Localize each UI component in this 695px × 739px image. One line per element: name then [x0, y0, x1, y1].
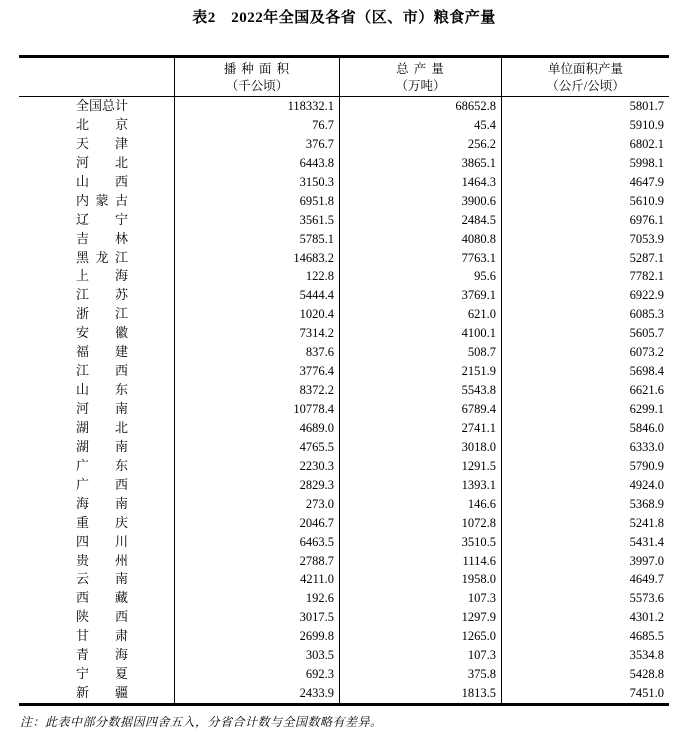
total-output-value: 107.3	[340, 646, 502, 665]
table-row	[19, 154, 669, 173]
unit-yield-value: 5605.7	[629, 326, 664, 341]
table-body	[19, 97, 669, 703]
region-name-cell	[19, 343, 175, 362]
table-row	[19, 646, 669, 665]
region-name-cell	[19, 589, 175, 608]
sown-area-value: 2230.3	[175, 457, 340, 476]
region-name-cell	[19, 627, 175, 646]
table-row	[19, 173, 669, 192]
unit-yield-value: 6976.1	[629, 212, 664, 227]
header-unit-yield-label: 单位面积产量	[547, 62, 623, 76]
header-sown-area-label: 播 种 面 积	[223, 62, 291, 76]
table-row	[19, 608, 669, 627]
unit-yield-value: 6922.9	[629, 288, 664, 303]
unit-yield-value: 5431.4	[629, 534, 664, 549]
unit-yield-value: 7451.0	[629, 686, 664, 701]
header-sown-area	[175, 58, 340, 96]
region-name: 浙江	[76, 306, 128, 322]
unit-yield-value: 7782.1	[629, 269, 664, 284]
sown-area-value: 2788.7	[175, 552, 340, 571]
table-row	[19, 230, 669, 249]
region-name-cell	[19, 154, 175, 173]
region-name-cell	[19, 552, 175, 571]
total-output-value: 3865.1	[340, 154, 502, 173]
table-row	[19, 286, 669, 305]
grain-production-table	[19, 55, 669, 706]
table-row	[19, 400, 669, 419]
total-output-value: 7763.1	[340, 249, 502, 268]
page-title: 表2 2022年全国及各省（区、市）粮食产量	[192, 10, 496, 26]
sown-area-value: 2433.9	[175, 684, 340, 703]
unit-yield-value: 7053.9	[629, 231, 664, 246]
region-name: 陕西	[76, 609, 128, 625]
unit-yield-value: 5368.9	[629, 496, 664, 511]
table-row	[19, 135, 669, 154]
total-output-value: 3900.6	[340, 192, 502, 211]
total-output-value: 107.3	[340, 589, 502, 608]
total-output-value: 1393.1	[340, 476, 502, 495]
region-name: 天津	[76, 135, 128, 151]
region-name-cell	[19, 192, 175, 211]
total-output-value: 621.0	[340, 305, 502, 324]
region-name: 宁夏	[76, 666, 128, 682]
region-name: 全国总计	[76, 98, 129, 113]
table-row	[19, 684, 669, 703]
region-name: 广东	[76, 457, 128, 473]
total-output-value: 375.8	[340, 665, 502, 684]
unit-yield-value: 5790.9	[629, 458, 664, 473]
region-name-cell	[19, 97, 175, 116]
region-name-cell	[19, 533, 175, 552]
sown-area-value: 10778.4	[175, 400, 340, 419]
table-row	[19, 381, 669, 400]
region-name: 湖北	[76, 419, 128, 435]
total-output-value: 5543.8	[340, 381, 502, 400]
sown-area-value: 3561.5	[175, 211, 340, 230]
unit-yield-value: 4647.9	[629, 174, 664, 189]
total-output-value: 2741.1	[340, 419, 502, 438]
table-row	[19, 552, 669, 571]
unit-yield-value: 6621.6	[629, 383, 664, 398]
table-row	[19, 457, 669, 476]
header-total-output-label: 总 产 量	[396, 62, 445, 76]
total-output-value: 3510.5	[340, 533, 502, 552]
region-name: 海南	[76, 495, 128, 511]
total-output-value: 1813.5	[340, 684, 502, 703]
unit-yield-value: 6073.2	[629, 345, 664, 360]
table-row	[19, 362, 669, 381]
unit-yield-value: 5846.0	[629, 420, 664, 435]
total-output-value: 95.6	[340, 267, 502, 286]
region-name: 新疆	[76, 685, 128, 701]
region-name: 上海	[76, 268, 128, 284]
sown-area-value: 2699.8	[175, 627, 340, 646]
region-name-cell	[19, 305, 175, 324]
sown-area-value: 122.8	[175, 267, 340, 286]
region-name-cell	[19, 419, 175, 438]
region-name-cell	[19, 286, 175, 305]
region-name: 云南	[76, 571, 128, 587]
sown-area-value: 6463.5	[175, 533, 340, 552]
table-row	[19, 192, 669, 211]
region-name: 山西	[76, 173, 128, 189]
unit-yield-value: 5610.9	[629, 193, 664, 208]
table-row	[19, 589, 669, 608]
region-name-cell	[19, 400, 175, 419]
table-row	[19, 627, 669, 646]
sown-area-value: 692.3	[175, 665, 340, 684]
total-output-value: 3769.1	[340, 286, 502, 305]
unit-yield-value: 5573.6	[629, 591, 664, 606]
unit-yield-value: 6333.0	[629, 439, 664, 454]
table-row	[19, 343, 669, 362]
sown-area-value: 2829.3	[175, 476, 340, 495]
region-name-cell	[19, 457, 175, 476]
total-output-value: 4100.1	[340, 324, 502, 343]
sown-area-value: 7314.2	[175, 324, 340, 343]
sown-area-value: 303.5	[175, 646, 340, 665]
region-name-cell	[19, 173, 175, 192]
unit-yield-value: 5287.1	[629, 250, 664, 265]
region-name-cell	[19, 495, 175, 514]
region-name-cell	[19, 476, 175, 495]
table-header	[19, 58, 669, 97]
table-row	[19, 514, 669, 533]
sown-area-value: 1020.4	[175, 305, 340, 324]
total-output-value: 1265.0	[340, 627, 502, 646]
region-name-cell	[19, 362, 175, 381]
total-output-value: 146.6	[340, 495, 502, 514]
unit-yield-value: 3534.8	[629, 648, 664, 663]
table-row	[19, 438, 669, 457]
region-name: 福建	[76, 344, 128, 360]
unit-yield-value: 4924.0	[629, 477, 664, 492]
region-name: 吉林	[76, 230, 128, 246]
unit-yield-value: 5910.9	[629, 117, 664, 132]
unit-yield-value: 6299.1	[629, 402, 664, 416]
region-name-cell	[19, 249, 175, 268]
sown-area-value: 3017.5	[175, 608, 340, 627]
total-output-value: 1958.0	[340, 570, 502, 589]
region-name: 江苏	[76, 287, 128, 303]
region-name-cell	[19, 684, 175, 703]
header-total-output	[340, 58, 502, 96]
total-output-value: 68652.8	[340, 97, 502, 116]
region-name-cell	[19, 324, 175, 343]
total-output-value: 256.2	[340, 135, 502, 154]
corner-cell	[19, 58, 175, 96]
table-row	[19, 570, 669, 589]
table-row	[19, 419, 669, 438]
total-output-value: 1114.6	[340, 552, 502, 571]
total-output-value: 45.4	[340, 116, 502, 135]
region-name-cell	[19, 438, 175, 457]
unit-yield-value: 5698.4	[629, 364, 664, 379]
region-name: 甘肃	[76, 628, 128, 644]
table-row	[19, 305, 669, 324]
total-output-value: 508.7	[340, 343, 502, 362]
table-row	[19, 533, 669, 552]
region-name-cell	[19, 381, 175, 400]
sown-area-value: 6951.8	[175, 192, 340, 211]
region-name-cell	[19, 211, 175, 230]
total-output-value: 6789.4	[340, 400, 502, 419]
table-row	[19, 211, 669, 230]
region-name-cell	[19, 116, 175, 135]
unit-yield-value: 4301.2	[629, 610, 664, 625]
region-name-cell	[19, 230, 175, 249]
unit-yield-value: 4685.5	[629, 629, 664, 644]
table-row	[19, 267, 669, 286]
unit-yield-value: 5801.7	[629, 99, 664, 113]
sown-area-value: 6443.8	[175, 154, 340, 173]
total-output-value: 1464.3	[340, 173, 502, 192]
region-name: 广西	[76, 476, 128, 492]
region-name: 贵州	[76, 552, 128, 568]
total-output-value: 2151.9	[340, 362, 502, 381]
sown-area-value: 192.6	[175, 589, 340, 608]
header-sown-area-unit: （千公顷）	[225, 79, 289, 93]
unit-yield-value: 6802.1	[629, 136, 664, 151]
region-name-cell	[19, 646, 175, 665]
sown-area-value: 5444.4	[175, 286, 340, 305]
total-output-value: 4080.8	[340, 230, 502, 249]
header-unit-yield	[502, 58, 669, 96]
sown-area-value: 4689.0	[175, 419, 340, 438]
region-name-cell	[19, 267, 175, 286]
region-name: 重庆	[76, 514, 128, 530]
sown-area-value: 273.0	[175, 495, 340, 514]
total-output-value: 3018.0	[340, 438, 502, 457]
region-name: 河北	[76, 154, 128, 170]
header-unit-yield-unit: （公斤/公顷）	[546, 79, 625, 93]
unit-yield-value: 5241.8	[629, 515, 664, 530]
region-name: 北京	[76, 116, 128, 132]
unit-yield-value: 6085.3	[629, 307, 664, 322]
table-row	[19, 324, 669, 343]
region-name: 河南	[76, 401, 128, 416]
unit-yield-value: 3997.0	[629, 553, 664, 568]
region-name: 四川	[76, 533, 128, 549]
sown-area-value: 118332.1	[175, 97, 340, 116]
sown-area-value: 2046.7	[175, 514, 340, 533]
sown-area-value: 376.7	[175, 135, 340, 154]
sown-area-value: 14683.2	[175, 249, 340, 268]
unit-yield-value: 4649.7	[629, 572, 664, 587]
region-name: 江西	[76, 363, 128, 379]
sown-area-value: 3150.3	[175, 173, 340, 192]
header-total-output-unit: （万吨）	[395, 79, 446, 93]
region-name-cell	[19, 570, 175, 589]
table-row	[19, 665, 669, 684]
region-name-cell	[19, 665, 175, 684]
total-output-value: 1072.8	[340, 514, 502, 533]
sown-area-value: 3776.4	[175, 362, 340, 381]
sown-area-value: 76.7	[175, 116, 340, 135]
sown-area-value: 5785.1	[175, 230, 340, 249]
table-row	[19, 495, 669, 514]
region-name: 内蒙古	[76, 192, 128, 208]
region-name: 安徽	[76, 325, 128, 341]
region-name: 黑龙江	[76, 249, 128, 265]
region-name: 山东	[76, 382, 128, 398]
table-row	[19, 249, 669, 268]
sown-area-value: 837.6	[175, 343, 340, 362]
sown-area-value: 4211.0	[175, 570, 340, 589]
total-output-value: 1297.9	[340, 608, 502, 627]
unit-yield-value: 5998.1	[629, 155, 664, 170]
table-row	[19, 476, 669, 495]
sown-area-value: 8372.2	[175, 381, 340, 400]
region-name: 湖南	[76, 438, 128, 454]
unit-yield-value: 5428.8	[629, 667, 664, 682]
total-output-value: 1291.5	[340, 457, 502, 476]
table-row	[19, 97, 669, 116]
region-name: 青海	[76, 647, 128, 663]
total-output-value: 2484.5	[340, 211, 502, 230]
region-name-cell	[19, 135, 175, 154]
region-name: 西藏	[76, 590, 128, 606]
region-name-cell	[19, 608, 175, 627]
region-name-cell	[19, 514, 175, 533]
sown-area-value: 4765.5	[175, 438, 340, 457]
table-row	[19, 116, 669, 135]
region-name: 辽宁	[76, 211, 128, 227]
footnote: 注：此表中部分数据因四舍五入，分省合计数与全国数略有差异。	[20, 715, 383, 729]
